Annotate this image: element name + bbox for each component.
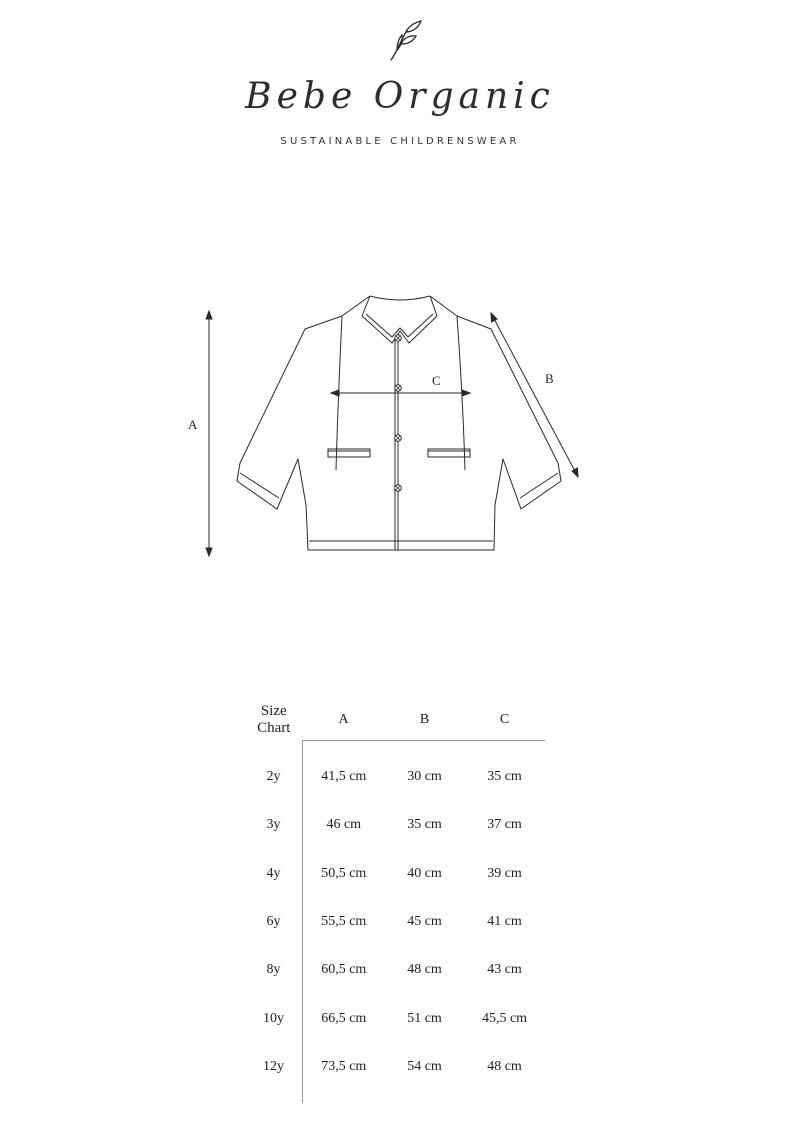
- value-a-cell: 41,5 cm: [321, 769, 367, 785]
- value-c-cell: 48 cm: [487, 1058, 522, 1074]
- value-b-cell: 45 cm: [407, 914, 442, 930]
- table-row: [245, 994, 545, 1042]
- measurement-b-arrow: [493, 317, 576, 473]
- size-cell: 8y: [245, 946, 303, 994]
- table-row: [245, 741, 545, 802]
- table-row: [245, 946, 545, 994]
- table-header-row: [245, 700, 545, 741]
- leaf-branch-icon: [385, 18, 425, 64]
- column-header-c: C: [465, 700, 545, 741]
- value-c-cell: 35 cm: [487, 769, 522, 785]
- value-c-cell: 37 cm: [487, 817, 522, 833]
- value-c-cell: 45,5 cm: [481, 1010, 528, 1026]
- size-chart-heading-line2: Chart: [257, 720, 291, 737]
- value-a-cell: 46 cm: [326, 817, 362, 833]
- brand-tagline: SUSTAINABLE CHILDRENSWEAR: [280, 136, 520, 147]
- label-b: B: [545, 371, 554, 386]
- size-chart-heading: [245, 700, 303, 741]
- value-a-cell: 66,5 cm: [321, 1010, 367, 1026]
- value-a-cell: 60,5 cm: [321, 962, 367, 978]
- value-a-cell: 73,5 cm: [321, 1058, 367, 1074]
- label-c: C: [432, 373, 441, 388]
- size-cell: 6y: [245, 898, 303, 946]
- value-b-cell: 35 cm: [407, 817, 442, 833]
- value-c-cell: 39 cm: [487, 865, 522, 881]
- value-b-cell: 54 cm: [407, 1058, 442, 1074]
- table-row: [245, 898, 545, 946]
- column-header-b: B: [385, 700, 465, 741]
- size-cell: 12y: [245, 1043, 303, 1103]
- value-a-cell: 50,5 cm: [321, 865, 367, 881]
- size-chart-heading-line1: Size: [260, 703, 287, 720]
- value-c-cell: 43 cm: [487, 962, 522, 978]
- column-header-a: A: [303, 700, 385, 741]
- table-row: [245, 1043, 545, 1103]
- value-b-cell: 40 cm: [407, 865, 442, 881]
- size-chart-table: [245, 700, 545, 1103]
- jacket-measurement-diagram: [0, 280, 800, 580]
- table-row: [245, 801, 545, 849]
- size-cell: 4y: [245, 850, 303, 898]
- value-b-cell: 51 cm: [407, 1010, 442, 1026]
- value-a-cell: 55,5 cm: [321, 914, 367, 930]
- table-row: [245, 850, 545, 898]
- size-cell: 10y: [245, 994, 303, 1042]
- value-b-cell: 30 cm: [407, 769, 442, 785]
- brand-name: Bebe Organic: [245, 76, 555, 117]
- size-cell: 2y: [245, 741, 303, 802]
- size-cell: 3y: [245, 801, 303, 849]
- value-b-cell: 48 cm: [407, 962, 442, 978]
- label-a: A: [188, 417, 198, 432]
- value-c-cell: 41 cm: [487, 914, 522, 930]
